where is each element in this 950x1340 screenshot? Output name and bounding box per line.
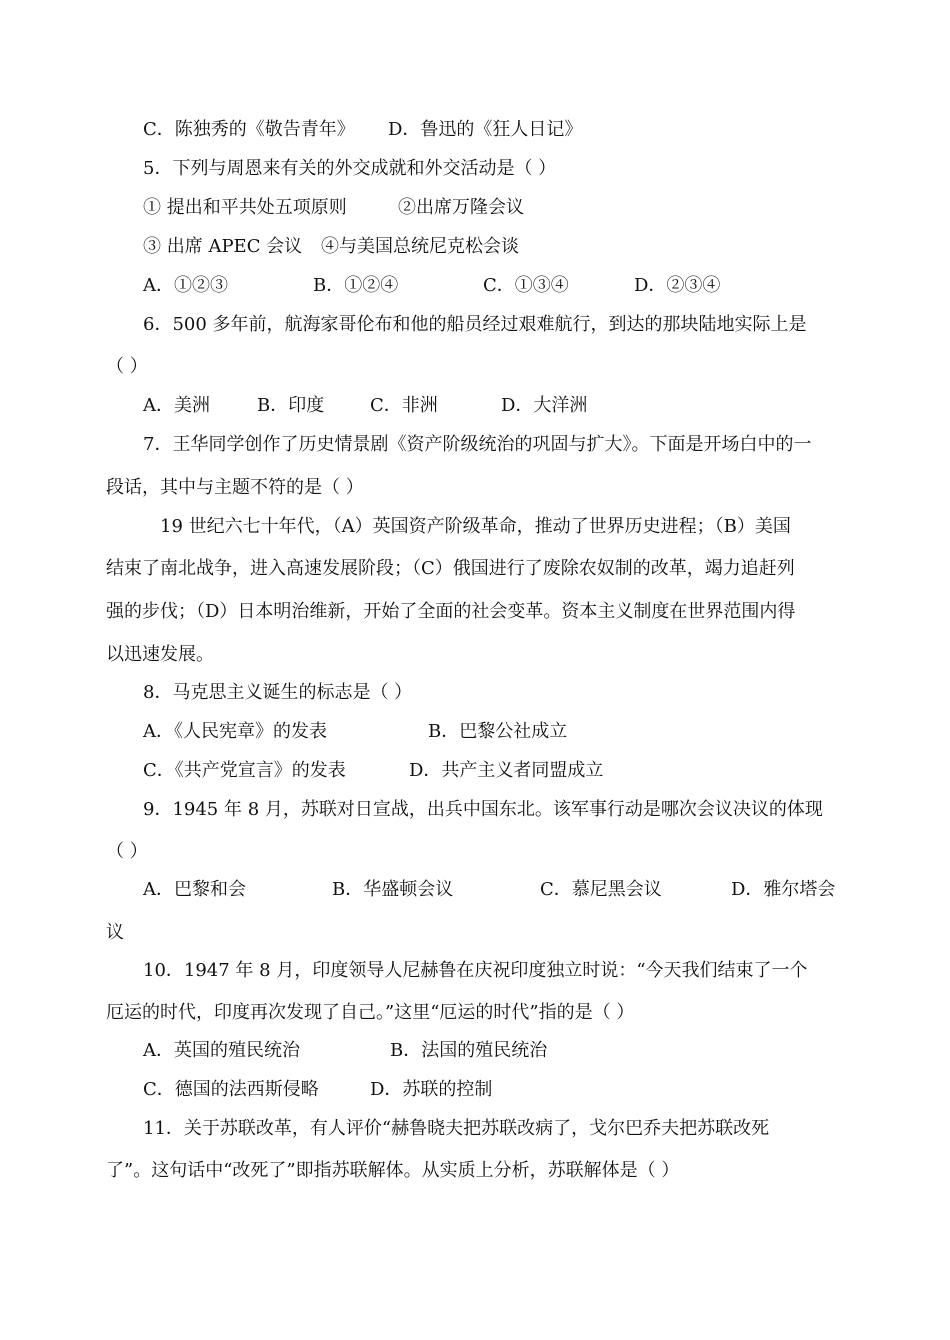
option-a: A．巴黎和会 [143,879,246,900]
option-a: A．《人民宪章》的发表 [143,721,327,742]
option-c: C．慕尼黑会议 [540,879,662,900]
option-d: D．共产主义者同盟成立 [409,760,604,781]
passage-text: 强的步伐；（D）日本明治维新，开始了全面的社会变革。资本主义制度在世界范围内得 [106,601,796,622]
passage-text: 结束了南北战争，进入高速发展阶段；（C）俄国进行了废除农奴制的改革，竭力追赶列 [106,558,795,579]
option-a: A．美洲 [143,395,210,416]
answer-blank: （ ） [106,841,148,862]
question-text: 5．下列与周恩来有关的外交成就和外交活动是（ ） [143,158,557,179]
item-1: ① 提出和平共处五项原则 [143,197,347,218]
option-b: B．法国的殖民统治 [390,1040,548,1061]
option-d: D．雅尔塔会 [731,879,836,900]
option-d: D．大洋洲 [501,395,588,416]
question-text: 7．王华同学创作了历史情景剧《资产阶级统治的巩固与扩大》。下面是开场白中的一 [143,434,812,455]
option-b: B．华盛顿会议 [332,879,454,900]
option-c: C．非洲 [370,395,438,416]
question-text: 10．1947 年 8 月，印度领导人尼赫鲁在庆祝印度独立时说：“今天我们结束了一个 [143,960,808,981]
option-d: D．②③④ [634,275,721,296]
option-d: D．苏联的控制 [370,1079,493,1100]
option-b: B．①②④ [313,275,399,296]
option-c: C．《共产党宣言》的发表 [143,760,346,781]
option-d: D．鲁迅的《狂人日记》 [388,119,583,140]
option-c: C．德国的法西斯侵略 [143,1079,319,1100]
option-b: B．巴黎公社成立 [428,721,568,742]
question-text: 了”。这句话中“改死了”即指苏联解体。从实质上分析，苏联解体是（ ） [106,1160,680,1181]
item-4: ④与美国总统尼克松会谈 [321,236,519,257]
item-3: ③ 出席 APEC 会议 [143,236,303,257]
question-text: 6．500 多年前，航海家哥伦布和他的船员经过艰难航行，到达的那块陆地实际上是 [143,314,807,335]
option-a: A．①②③ [143,275,228,296]
answer-blank: （ ） [106,356,148,377]
option-c: C．①③④ [483,275,569,296]
question-text: 厄运的时代，印度再次发现了自己。”这里“厄运的时代”指的是（ ） [106,1002,635,1023]
option-d-cont: 议 [106,922,124,943]
item-2: ②出席万隆会议 [398,197,524,218]
passage-text: 19 世纪六七十年代，（A）英国资产阶级革命，推动了世界历史进程；（B）美国 [160,516,791,537]
question-text: 段话，其中与主题不符的是（ ） [106,477,364,498]
question-text: 9．1945 年 8 月，苏联对日宣战，出兵中国东北。该军事行动是哪次会议决议的体现 [143,799,823,820]
question-text: 8．马克思主义诞生的标志是（ ） [143,682,413,703]
passage-text: 以迅速发展。 [106,644,214,665]
option-b: B．印度 [257,395,325,416]
question-text: 11．关于苏联改革，有人评价“赫鲁晓夫把苏联改病了，戈尔巴乔夫把苏联改死 [143,1118,770,1139]
option-a: A．英国的殖民统治 [143,1040,300,1061]
option-c: C．陈独秀的《敬告青年》 [143,119,355,140]
